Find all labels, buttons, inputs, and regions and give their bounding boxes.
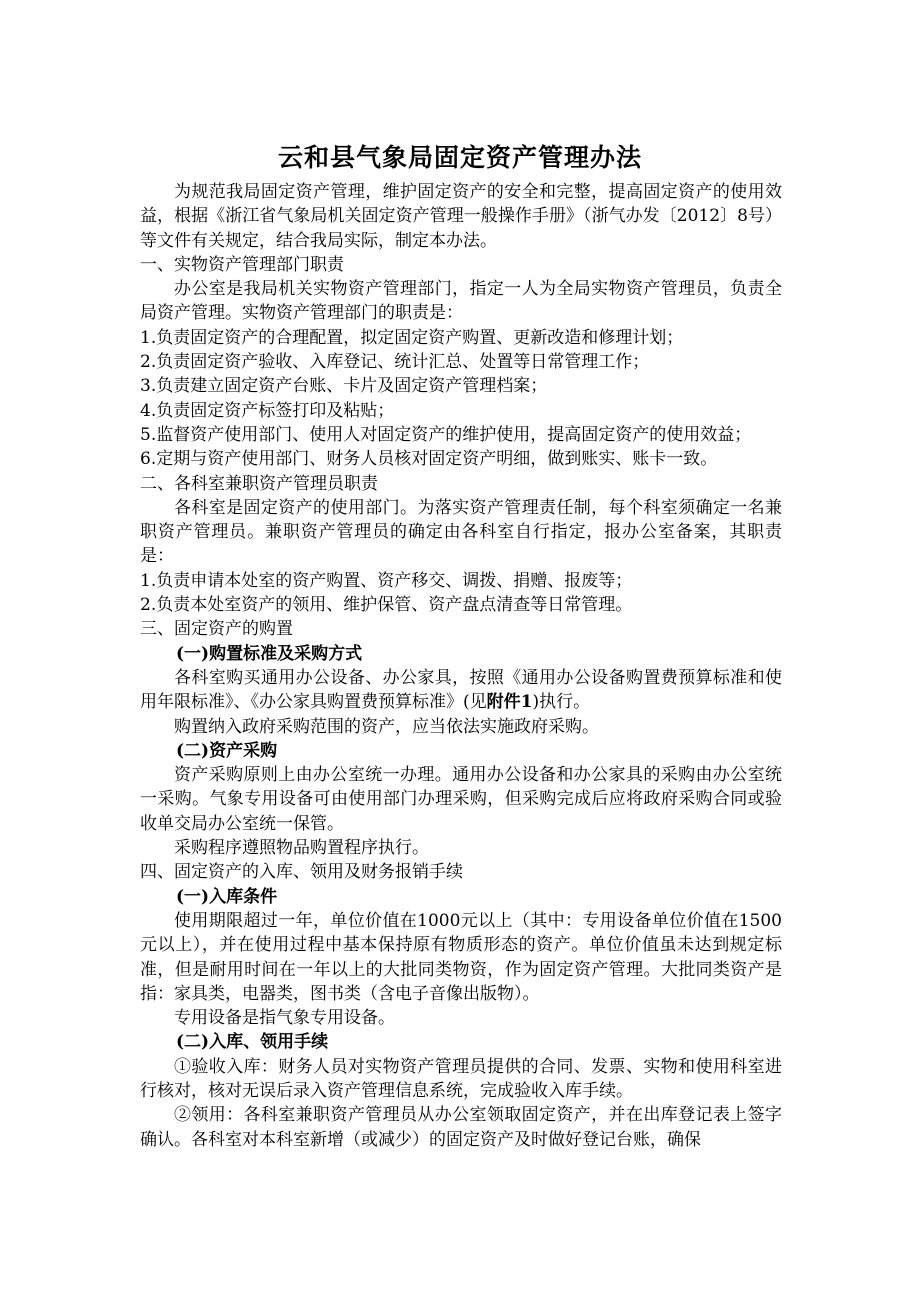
paragraph: 办公室是我局机关实物资产管理部门，指定一人为全局实物资产管理员，负责全局资产管理。实物资产管理部门的职责是： xyxy=(140,279,782,324)
list-item: 3.负责建立固定资产台账、卡片及固定资产管理档案； xyxy=(140,376,548,397)
intro-paragraph: 为规范我局固定资产管理，维护固定资产的安全和完整，提高固定资产的使用效益，根据《浙江省气象局机关固定资产管理一般操作手册》（浙气办发〔2012〕8号）等文件有关规定，结合我局实际，制定本办法。 xyxy=(140,182,782,251)
document-title: 云和县气象局固定资产管理办法 xyxy=(277,143,642,172)
attachment-reference: 附件1 xyxy=(486,692,533,713)
paragraph: 使用期限超过一年，单位价值在1000元以上（其中：专用设备单位价值在1500元以上），并在使用过程中基本保持原有物质形态的资产。单位价值虽未达到规定标准，但是耐用时间在一年以上的大批同类物资，作为固定资产管理。大批同类资产是指：家具类，电器类，图书类（含电子音像出版物）。 xyxy=(140,910,782,1004)
paragraph: 专用设备是指气象专用设备。 xyxy=(174,1008,395,1029)
text-run: 各科室购买通用办公设备、办公家具，按照《通用办公设备购置费预算标准和使用年限标准》、《办公家具购置费预算标准》(见 xyxy=(140,667,782,713)
paragraph: ②领用：各科室兼职资产管理员从办公室领取固定资产，并在出库登记表上签字确认。各科室对本科室新增（或减少）的固定资产及时做好登记台账，确保 xyxy=(140,1105,782,1150)
paragraph: 资产采购原则上由办公室统一办理。通用办公设备和办公家具的采购由办公室统一采购。气象专用设备可由使用部门办理采购，但采购完成后应将政府采购合同或验收单交局办公室统一保管。 xyxy=(140,765,782,834)
subsection-heading: (二)资产采购 xyxy=(176,740,278,761)
paragraph xyxy=(140,666,782,715)
list-item: 2.负责固定资产验收、入库登记、统计汇总、处置等日常管理工作； xyxy=(140,352,650,373)
subsection-heading: (二)入库、领用手续 xyxy=(176,1032,329,1053)
section-heading: 一、实物资产管理部门职责 xyxy=(140,254,344,275)
text-run: )执行。 xyxy=(532,692,591,713)
list-item: 1.负责固定资产的合理配置，拟定固定资产购置、更新改造和修理计划； xyxy=(140,327,684,348)
paragraph: 采购程序遵照物品购置程序执行。 xyxy=(174,838,429,859)
list-item: 5.监督资产使用部门、使用人对固定资产的维护使用，提高固定资产的使用效益； xyxy=(140,424,752,445)
list-item: 2.负责本处室资产的领用、维护保管、资产盘点清查等日常管理。 xyxy=(140,595,633,616)
list-item: 4.负责固定资产标签打印及粘贴； xyxy=(140,400,395,421)
section-heading: 四、固定资产的入库、领用及财务报销手续 xyxy=(140,862,463,883)
paragraph: 购置纳入政府采购范围的资产，应当依法实施政府采购。 xyxy=(174,716,599,737)
document-body xyxy=(140,180,782,1152)
subsection-heading: (一)购置标准及采购方式 xyxy=(176,643,363,664)
paragraph: ①验收入库：财务人员对实物资产管理员提供的合同、发票、实物和使用科室进行核对，核对无误后录入资产管理信息系统，完成验收入库手续。 xyxy=(140,1056,782,1101)
section-heading: 三、固定资产的购置 xyxy=(140,619,293,640)
list-item: 1.负责申请本处室的资产购置、资产移交、调拨、捐赠、报废等； xyxy=(140,570,633,591)
subsection-heading: (一)入库条件 xyxy=(176,886,278,907)
paragraph: 各科室是固定资产的使用部门。为落实资产管理责任制，每个科室须确定一名兼职资产管理员。兼职资产管理员的确定由各科室自行指定，报办公室备案，其职责是： xyxy=(140,497,782,567)
section-heading: 二、各科室兼职资产管理员职责 xyxy=(140,473,378,494)
list-item: 6.定期与资产使用部门、财务人员核对固定资产明细，做到账实、账卡一致。 xyxy=(140,449,718,470)
